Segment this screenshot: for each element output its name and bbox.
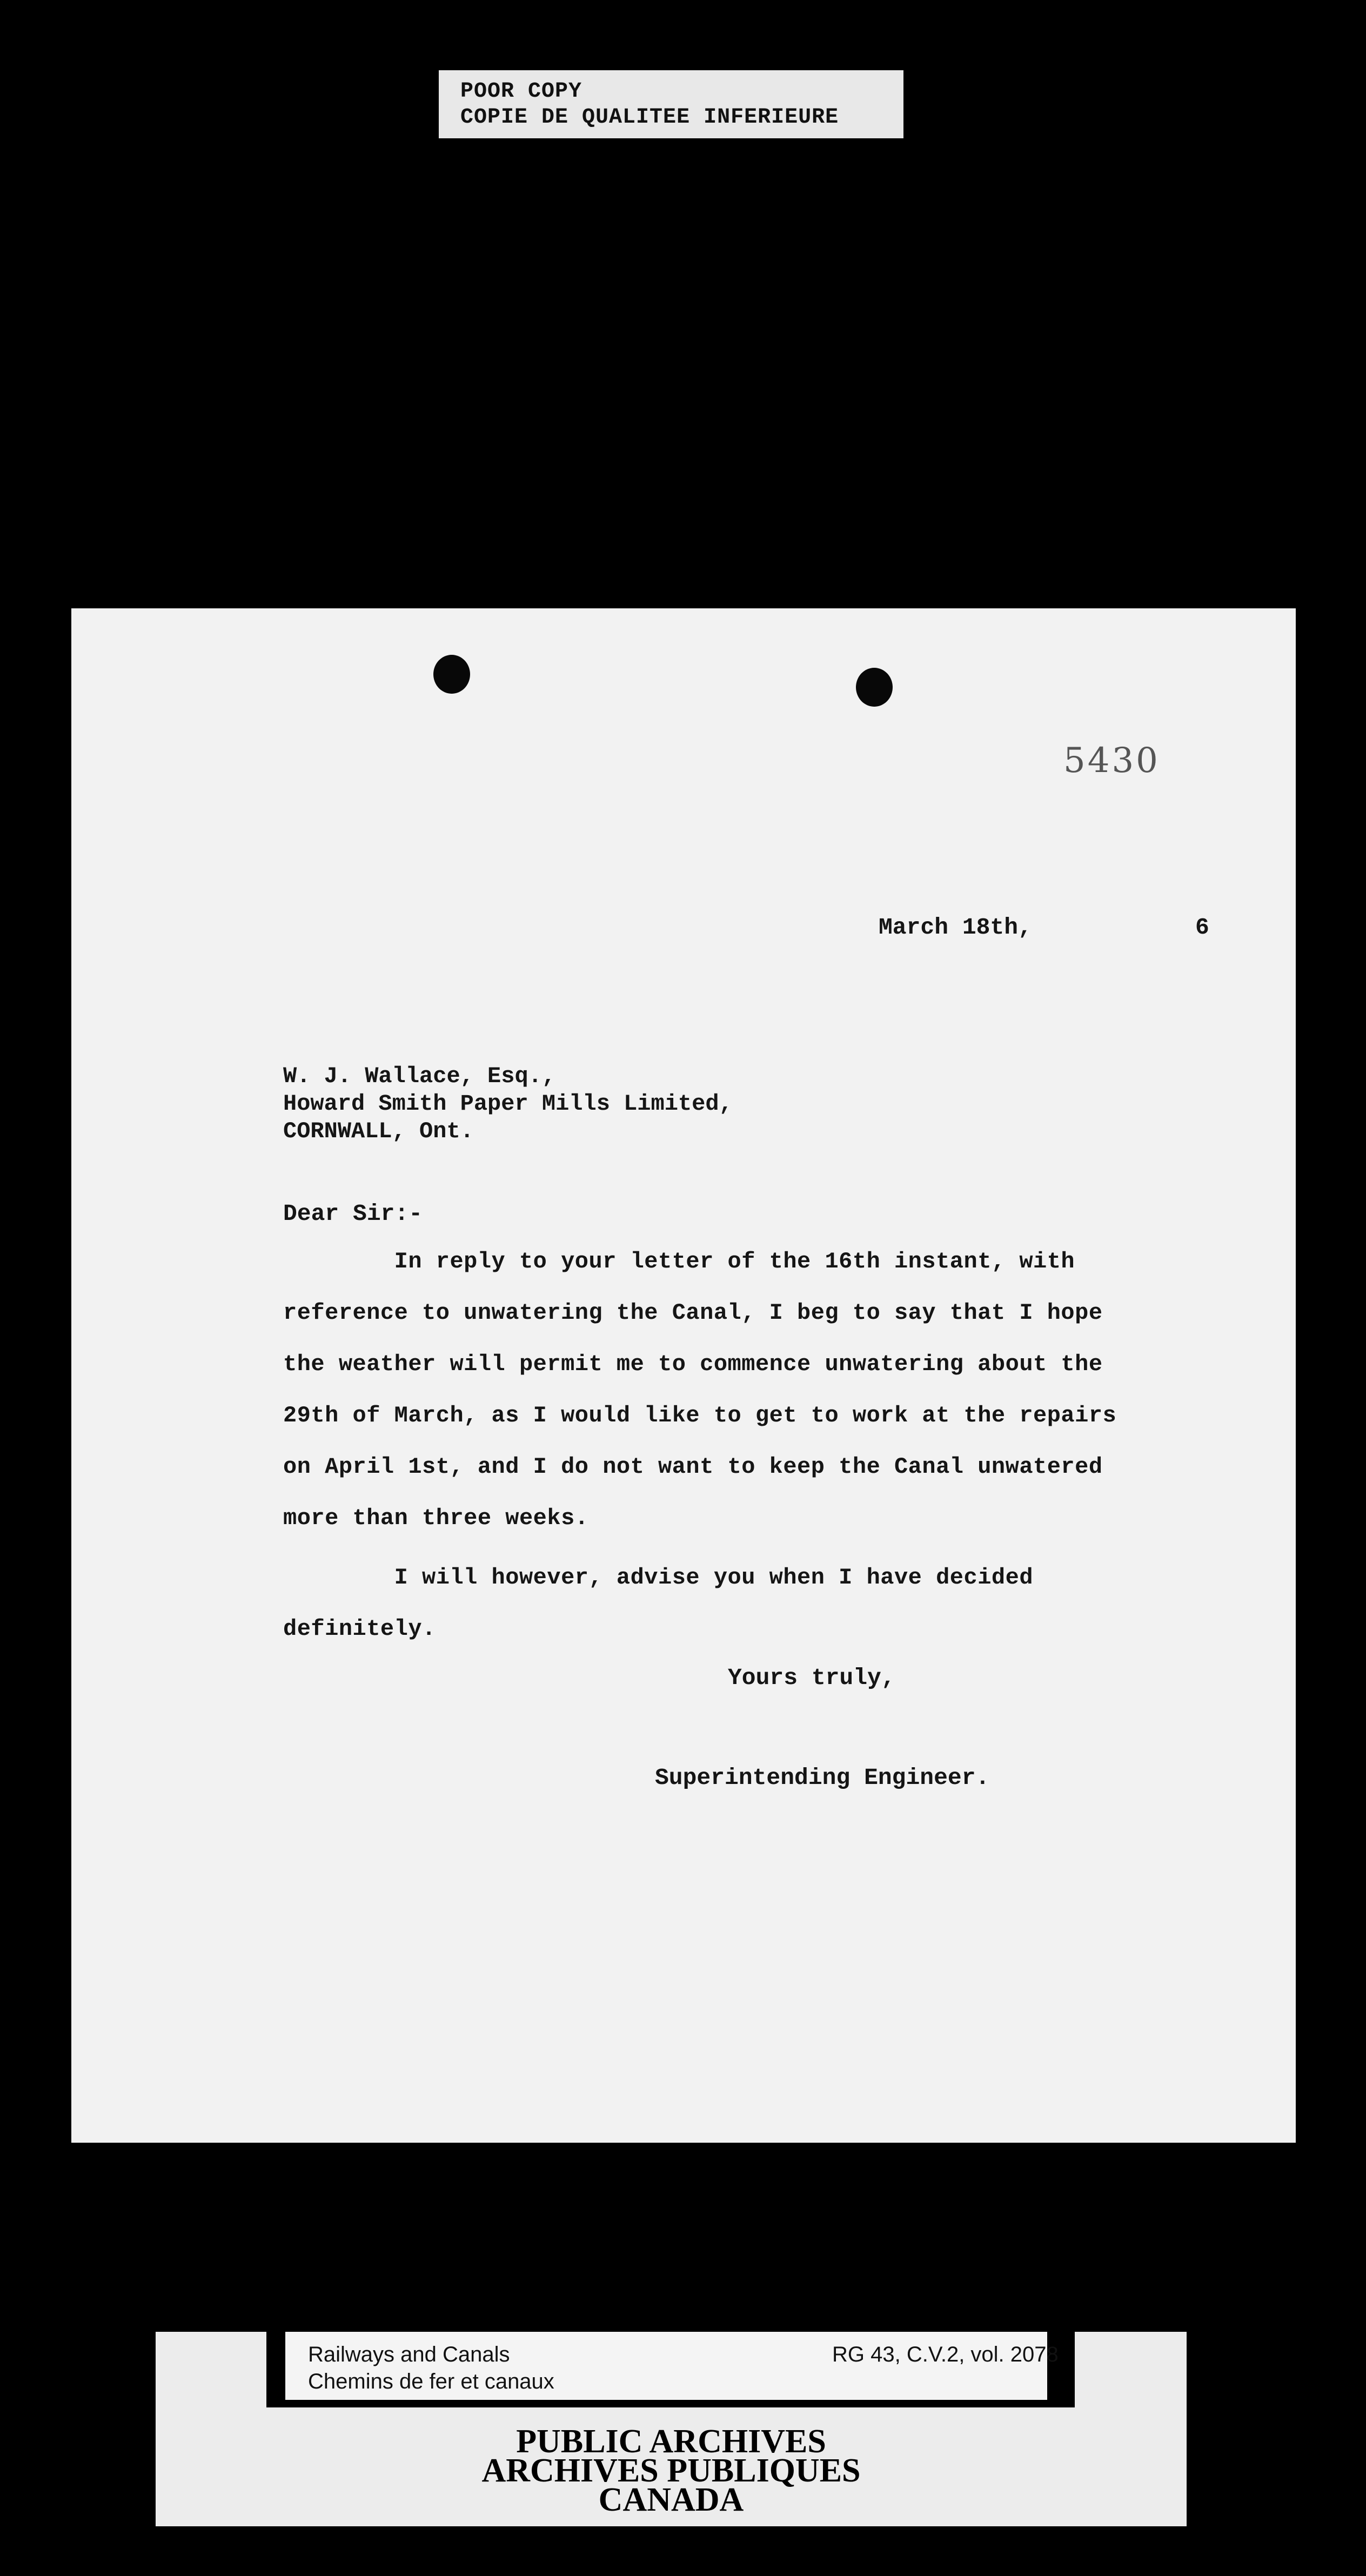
punch-hole [433, 655, 470, 694]
letter-page [71, 608, 1296, 2143]
archive-name-fr: ARCHIVES PUBLIQUES [481, 2452, 861, 2489]
poor-copy-line-en: POOR COPY [460, 79, 582, 104]
recipient-name: W. J. Wallace, Esq., [283, 1063, 556, 1089]
archive-stamp [156, 2332, 1187, 2526]
letter-date: March 18th, [879, 914, 1032, 941]
body-line: reference to unwatering the Canal, I beg to say that I hope [283, 1300, 1103, 1326]
archive-card [285, 2332, 1059, 2400]
body-line: 29th of March, as I would like to get to work at the repairs [283, 1403, 1117, 1428]
department-fr: Chemins de fer et canaux [308, 2370, 554, 2393]
page-number: 6 [1195, 914, 1209, 941]
body-line: on April 1st, and I do not want to keep the Canal unwatered [283, 1454, 1103, 1480]
salutation: Dear Sir:- [283, 1200, 423, 1227]
body-line: more than three weeks. [283, 1505, 589, 1531]
department-en: Railways and Canals [308, 2343, 510, 2366]
archive-country: CANADA [598, 2481, 744, 2518]
reference-number: 5430 [1063, 741, 1160, 781]
recipient-company: Howard Smith Paper Mills Limited, [283, 1091, 733, 1117]
recipient-city: CORNWALL, Ont. [283, 1118, 474, 1144]
record-reference: RG 43, C.V.2, vol. 2078 [832, 2343, 1059, 2366]
body-line: the weather will permit me to commence unwatering about the [283, 1351, 1103, 1377]
body-line: definitely. [283, 1616, 436, 1642]
punch-hole [856, 668, 893, 707]
closing: Yours truly, [728, 1665, 895, 1691]
poor-copy-notice [439, 70, 903, 138]
archive-name-en: PUBLIC ARCHIVES [516, 2423, 826, 2460]
body-line: I will however, advise you when I have decided [283, 1565, 1034, 1591]
poor-copy-line-fr: COPIE DE QUALITEE INFERIEURE [460, 105, 839, 130]
signature-title: Superintending Engineer. [655, 1765, 990, 1791]
body-line: In reply to your letter of the 16th instant, with [283, 1249, 1075, 1274]
